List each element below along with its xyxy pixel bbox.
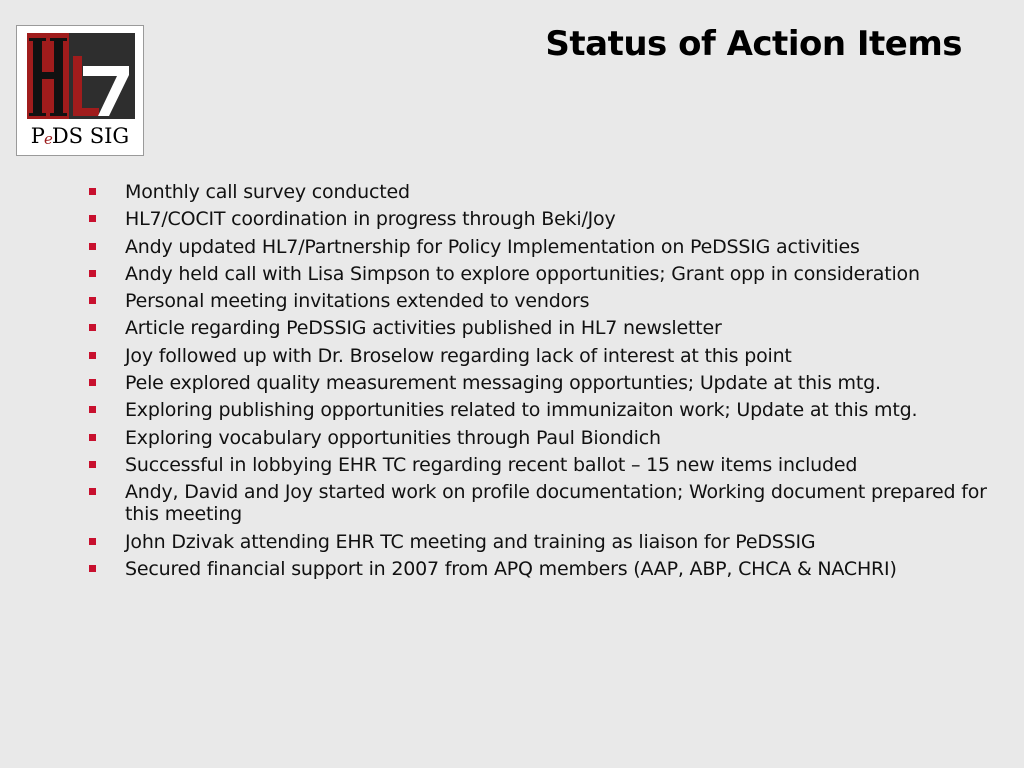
list-item — [88, 427, 993, 449]
item-text: Secured financial support in 2007 from APQ members (AAP, ABP, CHCA & NACHRI) — [125, 557, 897, 580]
item-text: Personal meeting invitations extended to vendors — [125, 290, 590, 313]
list-item — [88, 481, 993, 525]
bullet-icon — [89, 461, 96, 468]
bullet-icon — [89, 243, 96, 250]
list-item — [88, 181, 993, 203]
logo-h-serif — [29, 38, 46, 41]
list-item — [88, 317, 993, 339]
item-text: Monthly call survey conducted — [125, 181, 410, 203]
logo-h-serif — [29, 113, 46, 116]
bullet-icon — [89, 488, 96, 495]
item-text: Exploring publishing opportunities related to immunizaiton work; Update at this mtg. — [125, 399, 918, 422]
list-item — [88, 454, 993, 476]
bullet-icon — [89, 538, 96, 545]
logo-l-stroke — [73, 56, 82, 116]
bullet-icon — [89, 352, 96, 359]
item-text: Exploring vocabulary opportunities through Paul Biondich — [125, 426, 661, 449]
item-text: Andy held call with Lisa Simpson to explore opportunities; Grant opp in consideration — [125, 262, 920, 285]
list-item — [88, 531, 993, 553]
hl7-logo-mark — [17, 26, 143, 122]
slide-title: Status of Action Items — [545, 24, 962, 64]
list-item — [88, 372, 993, 394]
list-item — [88, 263, 993, 285]
list-item — [88, 399, 993, 421]
bullet-icon — [89, 565, 96, 572]
list-item — [88, 558, 993, 580]
logo-h-serif — [50, 113, 67, 116]
bullet-icon — [89, 188, 96, 195]
item-text: Pele explored quality measurement messaging opportunties; Update at this mtg. — [125, 372, 881, 395]
item-text: Successful in lobbying EHR TC regarding recent ballot – 15 new items included — [125, 453, 858, 476]
item-text: Joy followed up with Dr. Broselow regarding lack of interest at this point — [125, 344, 792, 367]
item-text: Article regarding PeDSSIG activities published in HL7 newsletter — [125, 317, 722, 340]
logo-h-serif — [50, 38, 67, 41]
bullet-icon — [89, 297, 96, 304]
bullet-icon — [89, 406, 96, 413]
list-item — [88, 290, 993, 312]
list-item — [88, 236, 993, 258]
logo-l-base — [73, 108, 99, 116]
logo-caption: PeDS SIG — [30, 124, 130, 148]
bullet-icon — [89, 379, 96, 386]
hl7-pedssig-logo — [16, 25, 144, 156]
item-text: Andy updated HL7/Partnership for Policy Implementation on PeDSSIG activities — [125, 235, 860, 258]
list-item — [88, 208, 993, 230]
item-text: Andy, David and Joy started work on profile documentation; Working document prepared for this meeting — [125, 481, 987, 526]
item-text: HL7/COCIT coordination in progress through Beki/Joy — [125, 208, 616, 231]
bullet-icon — [89, 270, 96, 277]
bullet-icon — [89, 215, 96, 222]
logo-h-bar — [33, 72, 63, 79]
action-items-list — [88, 181, 993, 585]
list-item — [88, 345, 993, 367]
bullet-icon — [89, 434, 96, 441]
bullet-icon — [89, 324, 96, 331]
item-text: John Dzivak attending EHR TC meeting and training as liaison for PeDSSIG — [125, 530, 816, 553]
